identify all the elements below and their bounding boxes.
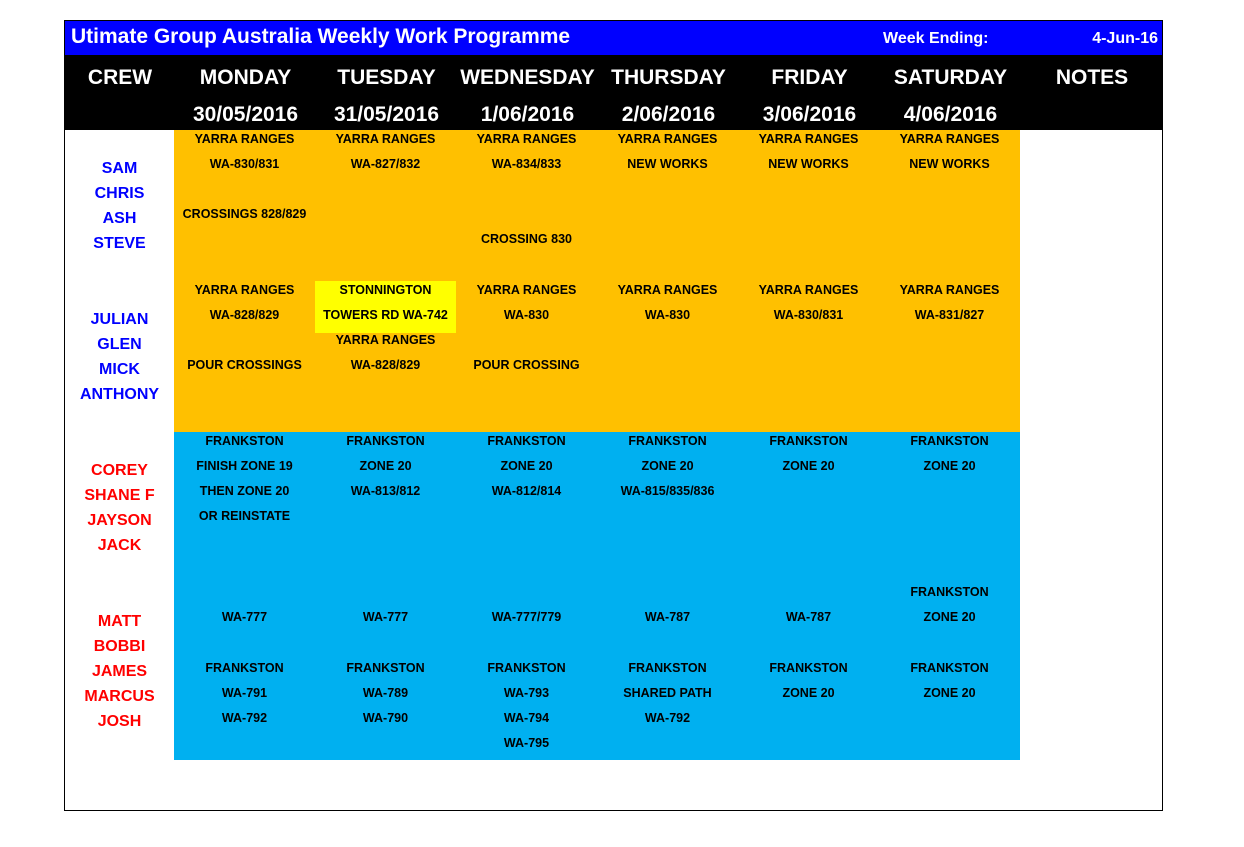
day-cell-monday [174, 130, 316, 282]
job-text: WA-787 [644, 610, 691, 624]
job-text: YARRA RANGES [476, 132, 577, 146]
job-text: ZONE 20 [782, 459, 835, 473]
job-text: CROSSINGS 828/829 [182, 207, 307, 221]
crew-member-name: JOSH [97, 713, 142, 730]
crew-member-name: MATT [97, 613, 142, 630]
job-text: ZONE 20 [500, 459, 553, 473]
job-text: YARRA RANGES [617, 283, 718, 297]
crew-member-name: STEVE [93, 234, 146, 252]
job-text: YARRA RANGES [899, 283, 1000, 297]
job-text: YARRA RANGES [335, 132, 436, 146]
notes-cell[interactable] [1020, 281, 1163, 433]
crew-member-name: JULIAN [90, 310, 149, 328]
day-cell-monday [174, 281, 316, 433]
crew-member-name: ASH [102, 209, 137, 227]
header-day-label: MONDAY [199, 66, 292, 89]
day-cell-upper-monday [174, 583, 316, 660]
header-col-crew [65, 57, 175, 131]
job-text: WA-792 [221, 711, 268, 725]
job-text: YARRA RANGES [899, 132, 1000, 146]
job-text: WA-792 [644, 711, 691, 725]
notes-cell[interactable] [1020, 130, 1163, 282]
day-cell-wednesday [456, 281, 598, 433]
day-cell-tuesday [315, 281, 457, 433]
crew-member-name: JAMES [91, 663, 148, 680]
day-cell-upper-friday [738, 583, 880, 660]
empty-cell[interactable] [738, 760, 880, 811]
header-date-label: 4/06/2016 [903, 103, 998, 126]
day-cell-upper-wednesday [456, 583, 598, 660]
job-text: WA-828/829 [209, 308, 280, 322]
crew-cell [64, 130, 175, 282]
job-text: WA-830/831 [773, 308, 844, 322]
job-text: FRANKSTON [346, 661, 425, 675]
header-day-label: SATURDAY [893, 66, 1008, 89]
header-date-label: 1/06/2016 [480, 103, 575, 126]
job-text: POUR CROSSING [473, 358, 580, 372]
title-bar [64, 20, 1163, 56]
job-text: NEW WORKS [909, 157, 990, 171]
crew-member-name: MARCUS [84, 688, 155, 705]
header-day-label: CREW [87, 66, 153, 89]
day-cell-thursday [597, 281, 739, 433]
job-text: TOWERS RD WA-742 [323, 308, 448, 322]
day-cell-wednesday [456, 130, 598, 282]
header-day-label: WEDNESDAY [460, 66, 595, 89]
empty-crew-cell[interactable] [64, 760, 175, 811]
job-text: CROSSING 830 [480, 232, 572, 246]
day-cell-upper-tuesday [315, 583, 457, 660]
job-text: WA-791 [221, 686, 268, 700]
job-text: FRANKSTON [769, 434, 848, 448]
job-text: WA-777 [362, 610, 409, 624]
empty-cell[interactable] [315, 760, 457, 811]
day-cell-monday [174, 432, 316, 584]
empty-cell[interactable] [597, 760, 739, 811]
day-cell-friday [738, 281, 880, 433]
notes-cell[interactable] [1020, 583, 1163, 761]
header-date-label: 30/05/2016 [192, 103, 299, 126]
job-text: FRANKSTON [205, 434, 284, 448]
job-text: WA-795 [503, 736, 550, 750]
job-text: WA-787 [785, 610, 832, 624]
header-day-label: THURSDAY [611, 66, 726, 89]
job-text: FRANKSTON [487, 434, 566, 448]
crew-member-name: GLEN [97, 335, 142, 353]
job-text: WA-793 [503, 686, 550, 700]
crew-member-name: SHANE F [84, 486, 155, 504]
day-cell-lower-tuesday [315, 659, 457, 761]
week-ending-date: 4-Jun-16 [1092, 30, 1158, 47]
day-cell-upper-saturday [879, 583, 1021, 660]
day-cell-thursday [597, 432, 739, 584]
crew-member-name: ANTHONY [79, 385, 160, 403]
header-col-notes [1021, 57, 1163, 131]
day-cell-saturday [879, 130, 1021, 282]
day-cell-lower-monday [174, 659, 316, 761]
job-text: YARRA RANGES [194, 132, 295, 146]
crew-member-name: CHRIS [94, 184, 145, 202]
crew-member-name: MICK [99, 360, 140, 378]
day-cell-wednesday [456, 432, 598, 584]
job-text: ZONE 20 [923, 459, 976, 473]
crew-cell [64, 281, 175, 433]
job-text: FRANKSTON [910, 585, 989, 599]
job-text: THEN ZONE 20 [199, 484, 290, 498]
job-text: ZONE 20 [782, 686, 835, 700]
job-text: ZONE 20 [359, 459, 412, 473]
header-col-saturday [880, 57, 1021, 131]
crew-member-name: COREY [91, 461, 148, 479]
job-text: FRANKSTON [628, 661, 707, 675]
header-col-thursday [598, 57, 739, 131]
job-text: WA-790 [362, 711, 409, 725]
job-text: WA-789 [362, 686, 409, 700]
job-text: ZONE 20 [641, 459, 694, 473]
empty-cell[interactable] [174, 760, 316, 811]
job-text: FRANKSTON [769, 661, 848, 675]
job-text: SHARED PATH [623, 686, 712, 700]
job-text: WA-777 [221, 610, 268, 624]
job-text: FRANKSTON [628, 434, 707, 448]
header-day-label: FRIDAY [771, 66, 848, 89]
day-cell-lower-friday [738, 659, 880, 761]
day-cell-lower-thursday [597, 659, 739, 761]
job-text: FRANKSTON [910, 434, 989, 448]
sheet-title: Utimate Group Australia Weekly Work Programme [71, 25, 571, 48]
job-text: WA-834/833 [491, 157, 562, 171]
job-text: WA-794 [503, 711, 550, 725]
job-text: YARRA RANGES [194, 283, 295, 297]
job-text: WA-827/832 [350, 157, 421, 171]
job-text: YARRA RANGES [335, 333, 436, 347]
job-text: POUR CROSSINGS [187, 358, 302, 372]
job-text: WA-828/829 [350, 358, 421, 372]
crew-member-name: SAM [101, 159, 138, 177]
job-text: YARRA RANGES [758, 283, 859, 297]
job-text: NEW WORKS [627, 157, 708, 171]
day-cell-saturday [879, 432, 1021, 584]
empty-cell[interactable] [879, 760, 1021, 811]
column-header-bar [64, 56, 1163, 130]
job-text: OR REINSTATE [198, 509, 291, 523]
day-cell-lower-saturday [879, 659, 1021, 761]
job-text: STONNINGTON [339, 283, 432, 297]
header-col-wednesday [457, 57, 598, 131]
empty-cell[interactable] [1020, 760, 1163, 811]
day-cell-upper-thursday [597, 583, 739, 660]
crew-cell [64, 583, 175, 761]
day-cell-thursday [597, 130, 739, 282]
day-cell-tuesday [315, 432, 457, 584]
day-cell-lower-wednesday [456, 659, 598, 761]
job-text: WA-812/814 [491, 484, 562, 498]
job-text: WA-830/831 [209, 157, 280, 171]
job-text: FINISH ZONE 19 [196, 459, 293, 473]
job-text: YARRA RANGES [617, 132, 718, 146]
job-text: WA-777/779 [491, 610, 562, 624]
header-col-tuesday [316, 57, 457, 131]
job-text: WA-813/812 [350, 484, 421, 498]
job-text: FRANKSTON [346, 434, 425, 448]
header-date-label: 2/06/2016 [621, 103, 716, 126]
job-text: WA-831/827 [914, 308, 985, 322]
crew-member-name: JAYSON [87, 511, 152, 529]
job-text: ZONE 20 [923, 610, 976, 624]
header-day-label: TUESDAY [337, 66, 436, 89]
crew-member-name: BOBBI [93, 638, 146, 655]
job-text: WA-830 [644, 308, 691, 322]
day-cell-friday [738, 432, 880, 584]
job-text: NEW WORKS [768, 157, 849, 171]
header-day-label: NOTES [1055, 66, 1129, 89]
job-text: FRANKSTON [910, 661, 989, 675]
week-ending-label: Week Ending: [883, 30, 989, 47]
empty-cell[interactable] [456, 760, 598, 811]
day-cell-friday [738, 130, 880, 282]
job-text: YARRA RANGES [476, 283, 577, 297]
crew-member-name: JACK [97, 536, 142, 554]
job-text: WA-830 [503, 308, 550, 322]
header-date-label: 3/06/2016 [762, 103, 857, 126]
day-cell-saturday [879, 281, 1021, 433]
job-text: FRANKSTON [487, 661, 566, 675]
job-text: YARRA RANGES [758, 132, 859, 146]
day-cell-tuesday [315, 130, 457, 282]
header-col-monday [175, 57, 316, 131]
header-date-label: 31/05/2016 [333, 103, 440, 126]
crew-cell [64, 432, 175, 584]
job-text: WA-815/835/836 [620, 484, 715, 498]
notes-cell[interactable] [1020, 432, 1163, 584]
job-text: FRANKSTON [205, 661, 284, 675]
job-text: ZONE 20 [923, 686, 976, 700]
header-col-friday [739, 57, 880, 131]
